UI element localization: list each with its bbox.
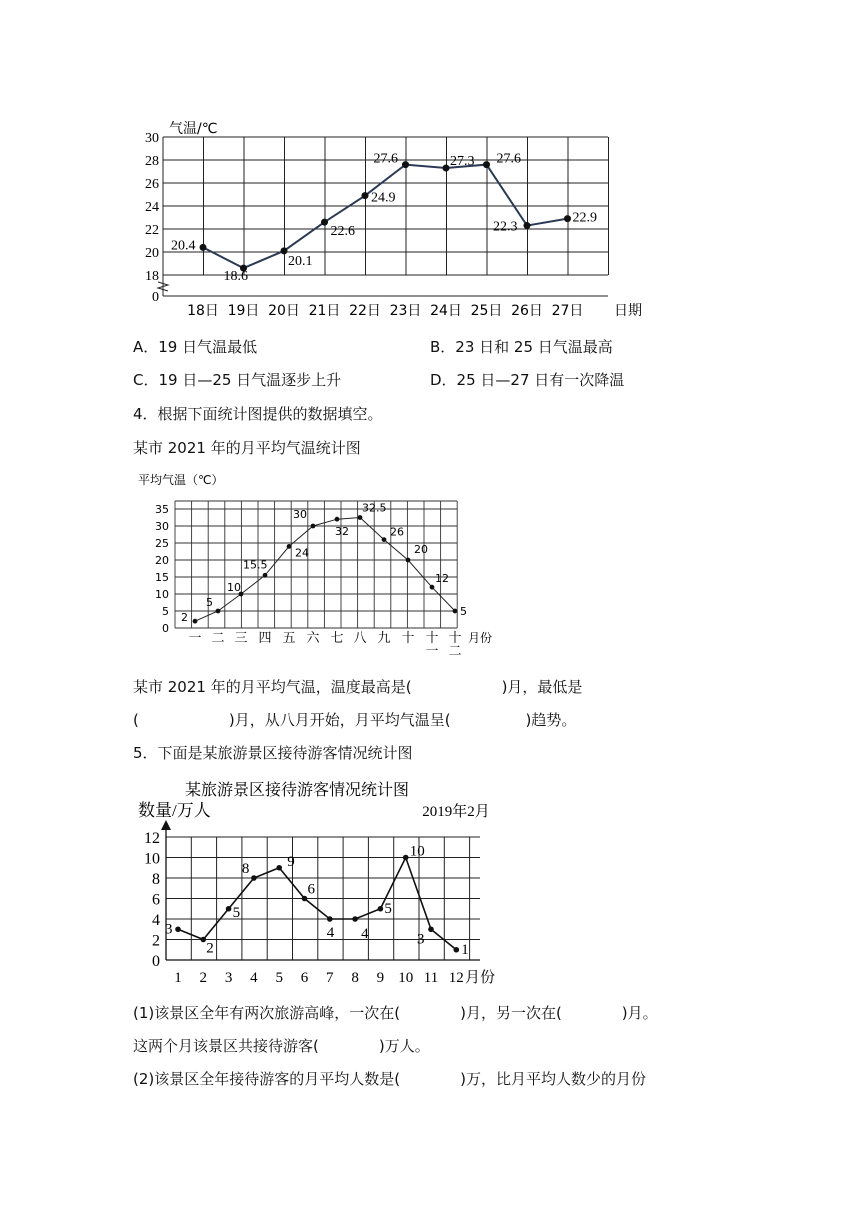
x-tick-label: 十	[401, 631, 415, 646]
data-label: 10	[227, 581, 241, 594]
y-tick-label: 2	[152, 932, 160, 950]
data-label: 6	[307, 881, 315, 898]
y-tick-label: 15	[155, 571, 169, 584]
data-label: 12	[435, 572, 449, 586]
x-axis-label: 月份	[465, 968, 496, 986]
data-label: 2	[181, 611, 188, 625]
y-tick-label: 18	[145, 269, 159, 284]
x-tick-label: 20日	[268, 303, 300, 319]
y-tick-label: 12	[144, 830, 160, 847]
x-tick-label: 12	[448, 970, 464, 986]
x-tick-label: 一	[188, 631, 202, 646]
x-tick-label: 8	[351, 970, 359, 986]
x-tick-label: 十一	[425, 631, 439, 659]
option-d: D．25 日—27 日有一次降温	[430, 371, 625, 389]
x-tick-label: 四	[258, 631, 272, 646]
question-5-text-1: (1)该景区全年有两次旅游高峰，一次在( )月，另一次在( )月。	[133, 1004, 658, 1022]
x-tick-label: 五	[282, 631, 296, 646]
x-tick-label: 七	[330, 631, 344, 646]
data-label: 22.9	[572, 210, 597, 226]
question-4-prompt: 4．根据下面统计图提供的数据填空。	[133, 405, 383, 423]
x-tick-label: 10	[398, 970, 414, 986]
data-point	[201, 937, 207, 943]
data-label: 32	[335, 525, 349, 539]
y-tick-label: 30	[155, 520, 169, 533]
x-axis-label: 月份	[468, 631, 493, 645]
x-tick-label: 25日	[470, 303, 503, 319]
data-label: 5	[384, 900, 392, 917]
x-tick-label: 2	[199, 970, 208, 986]
option-a: A．19 日气温最低	[133, 338, 258, 356]
y-tick-label: 25	[155, 537, 169, 550]
data-point	[251, 875, 257, 881]
y-axis-label: 气温/℃	[169, 121, 218, 137]
data-point	[428, 926, 434, 932]
data-label: 32.5	[362, 501, 387, 515]
question-4-text-1: 某市 2021 年的月平均气温，温度最高是( )月，最低是	[133, 678, 583, 696]
x-tick-label: 27日	[551, 303, 584, 319]
x-tick-label: 24日	[430, 303, 462, 319]
data-label: 24.9	[371, 190, 396, 206]
x-tick-label: 6	[300, 970, 309, 986]
y-tick-label: 8	[152, 871, 160, 888]
data-point	[226, 906, 232, 912]
data-label: 1	[461, 941, 469, 958]
y-tick-label: 5	[162, 605, 169, 618]
data-label: 26	[390, 525, 404, 539]
y-tick-label: 10	[144, 850, 160, 868]
data-label: 9	[287, 853, 295, 870]
y-tick-label: 0	[152, 953, 160, 970]
data-label: 18.6	[223, 269, 248, 285]
x-tick-label: 三	[234, 631, 248, 646]
y-tick-label: 26	[145, 177, 159, 192]
data-label: 10	[409, 843, 425, 860]
data-label: 20	[414, 543, 428, 556]
data-label: 5	[232, 904, 241, 921]
option-c: C．19 日—25 日气温逐步上升	[133, 371, 342, 389]
data-point	[302, 896, 308, 902]
chart-subtitle: 2019年2月	[422, 804, 490, 820]
data-point	[403, 855, 409, 861]
data-label: 5	[206, 596, 213, 609]
x-tick-label: 23日	[389, 303, 422, 319]
chart-title: 某旅游景区接待游客情况统计图	[184, 782, 410, 799]
x-tick-label: 3	[224, 970, 233, 986]
question-5-prompt: 5．下面是某旅游景区接待游客情况统计图	[133, 744, 413, 762]
x-tick-label: 22日	[349, 303, 381, 319]
visitors-line	[178, 858, 456, 950]
y-tick-label: 20	[155, 554, 169, 567]
question-4-chart-title: 某市 2021 年的月平均气温统计图	[133, 439, 361, 457]
data-label: 20.1	[288, 253, 313, 269]
data-label: 4	[326, 925, 335, 941]
x-tick-label: 9	[376, 970, 385, 986]
data-point	[276, 865, 282, 871]
y-tick-label: 22	[145, 223, 159, 238]
y-tick-label: 6	[152, 891, 160, 909]
data-label: 4	[361, 926, 369, 942]
x-tick-label: 八	[353, 631, 367, 646]
data-label: 15.5	[243, 558, 268, 572]
y-tick-label: 20	[145, 246, 159, 261]
x-tick-label: 18日	[187, 303, 219, 319]
data-label: 24	[295, 546, 309, 560]
data-label: 27.6	[373, 151, 398, 167]
y-tick-label-zero: 0	[152, 290, 159, 305]
y-tick-label: 4	[152, 912, 160, 929]
x-tick-label: 19日	[227, 303, 260, 319]
data-label: 2	[206, 940, 214, 957]
y-tick-label: 10	[155, 588, 169, 601]
data-label: 22.6	[330, 224, 355, 240]
y-axis-label: 平均气温（℃）	[138, 473, 224, 487]
x-tick-label: 二	[211, 631, 225, 646]
data-label: 22.3	[493, 219, 518, 235]
y-axis-arrow-icon	[161, 820, 171, 830]
x-tick-label: 4	[250, 970, 258, 986]
y-tick-label: 0	[162, 622, 169, 635]
x-tick-label: 5	[275, 970, 283, 986]
question-5-text-3: (2)该景区全年接待游客的月平均人数是( )万，比月平均人数少的月份	[133, 1070, 646, 1088]
x-tick-label: 21日	[308, 303, 341, 319]
option-b: B．23 日和 25 日气温最高	[430, 338, 613, 356]
x-tick-label: 7	[326, 970, 334, 986]
y-axis-label: 数量/万人	[138, 801, 211, 820]
question-4-text-2: ( )月，从八月开始，月平均气温呈( )趋势。	[133, 711, 577, 729]
x-tick-label: 六	[306, 631, 320, 646]
y-tick-label: 28	[145, 154, 159, 169]
question-5-text-2: 这两个月该景区共接待游客( )万人。	[133, 1037, 430, 1055]
x-tick-label: 26日	[511, 303, 543, 319]
y-tick-label: 30	[145, 131, 159, 146]
data-point	[352, 916, 358, 922]
data-label: 5	[460, 605, 467, 618]
data-point	[378, 906, 384, 912]
x-axis-label: 日期	[614, 303, 642, 319]
data-point	[454, 947, 460, 953]
data-label: 3	[165, 921, 173, 938]
x-tick-label: 十二	[448, 631, 462, 659]
data-label: 20.4	[171, 238, 196, 254]
data-point	[175, 926, 181, 932]
data-label: 3	[417, 931, 425, 948]
data-point	[327, 916, 333, 922]
data-label: 8	[241, 861, 250, 877]
x-tick-label: 11	[423, 970, 439, 986]
y-tick-label: 35	[155, 503, 169, 516]
data-label: 27.6	[496, 151, 521, 167]
x-tick-label: 九	[377, 631, 391, 646]
x-tick-label: 1	[174, 970, 182, 986]
data-label: 27.3	[450, 154, 475, 170]
data-label: 30	[293, 508, 307, 521]
y-tick-label: 24	[145, 200, 159, 215]
